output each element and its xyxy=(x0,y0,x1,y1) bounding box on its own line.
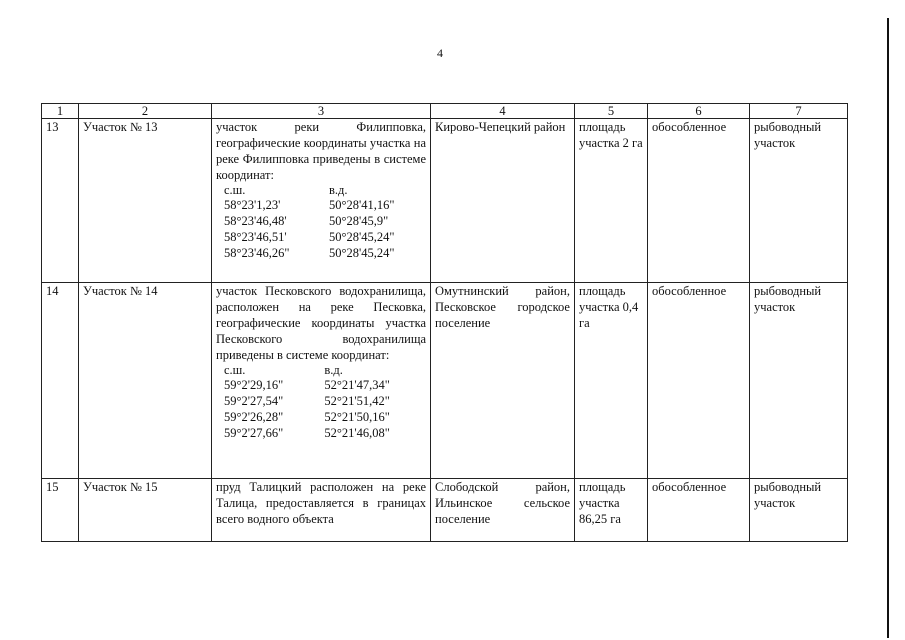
column-number: 5 xyxy=(575,104,648,119)
plot-description xyxy=(212,283,431,479)
longitude-value: 50°28'45,9" xyxy=(329,214,389,228)
longitude-value: 52°21'50,16" xyxy=(324,410,390,424)
page-number: 4 xyxy=(437,46,443,60)
district: Омутнинский район, Песковское городское поселение xyxy=(431,283,575,479)
column-number: 6 xyxy=(648,104,750,119)
plot-type: обособленное xyxy=(648,479,750,542)
longitude-header: в.д. xyxy=(329,183,348,197)
district: Слободской район, Ильинское сельское поселение xyxy=(431,479,575,542)
description-text: участок Песковского водохранилища, расположен на реке Песковка, географические координаты участка Песковского водохранилища приведены в системе координат: xyxy=(216,284,426,362)
latitude-value: 58°23'46,26" xyxy=(224,246,290,260)
table-row xyxy=(42,479,848,542)
plot-name: Участок № 13 xyxy=(79,119,212,283)
plot-purpose: рыбоводный участок xyxy=(750,283,848,479)
column-number: 1 xyxy=(42,104,79,119)
row-number: 13 xyxy=(42,119,79,283)
plot-name: Участок № 14 xyxy=(79,283,212,479)
longitude-value: 52°21'51,42" xyxy=(324,394,390,408)
plot-purpose: рыбоводный участок xyxy=(750,479,848,542)
latitude-value: 58°23'1,23' xyxy=(224,198,281,212)
column-number: 3 xyxy=(212,104,431,119)
plot-description xyxy=(212,119,431,283)
table-row xyxy=(42,119,848,283)
district: Кирово-Чепецкий район xyxy=(431,119,575,283)
coordinates-table xyxy=(216,363,426,441)
latitude-value: 59°2'26,28" xyxy=(224,410,284,424)
page-edge-line xyxy=(887,18,889,638)
longitude-value: 52°21'47,34" xyxy=(324,378,390,392)
description-text: участок реки Филипповка, географические координаты участка на реке Филипповка приведены в системе координат: xyxy=(216,120,426,182)
longitude-header: в.д. xyxy=(324,363,343,377)
column-number: 7 xyxy=(750,104,848,119)
plot-description: пруд Талицкий расположен на реке Талица, предоставляется в границах всего водного объекта xyxy=(212,479,431,542)
plot-type: обособленное xyxy=(648,119,750,283)
longitude-value: 50°28'45,24" xyxy=(329,246,395,260)
area: площадь участка 0,4 га xyxy=(575,283,648,479)
row-number: 15 xyxy=(42,479,79,542)
longitude-value: 50°28'41,16" xyxy=(329,198,395,212)
fishery-plots-table xyxy=(41,103,848,542)
latitude-header: с.ш. xyxy=(224,183,246,197)
latitude-header: с.ш. xyxy=(224,363,246,377)
row-number: 14 xyxy=(42,283,79,479)
latitude-value: 58°23'46,48' xyxy=(224,214,287,228)
latitude-value: 59°2'29,16" xyxy=(224,378,284,392)
column-number: 4 xyxy=(431,104,575,119)
plot-name: Участок № 15 xyxy=(79,479,212,542)
latitude-value: 59°2'27,66" xyxy=(224,426,284,440)
longitude-value: 50°28'45,24" xyxy=(329,230,395,244)
plot-type: обособленное xyxy=(648,283,750,479)
area: площадь участка 2 га xyxy=(575,119,648,283)
latitude-value: 58°23'46,51' xyxy=(224,230,287,244)
plot-purpose: рыбоводный участок xyxy=(750,119,848,283)
table-row xyxy=(42,283,848,479)
longitude-value: 52°21'46,08" xyxy=(324,426,390,440)
column-numbers-row xyxy=(42,104,848,119)
coordinates-table xyxy=(216,183,426,261)
area: площадь участка 86,25 га xyxy=(575,479,648,542)
latitude-value: 59°2'27,54" xyxy=(224,394,284,408)
column-number: 2 xyxy=(79,104,212,119)
